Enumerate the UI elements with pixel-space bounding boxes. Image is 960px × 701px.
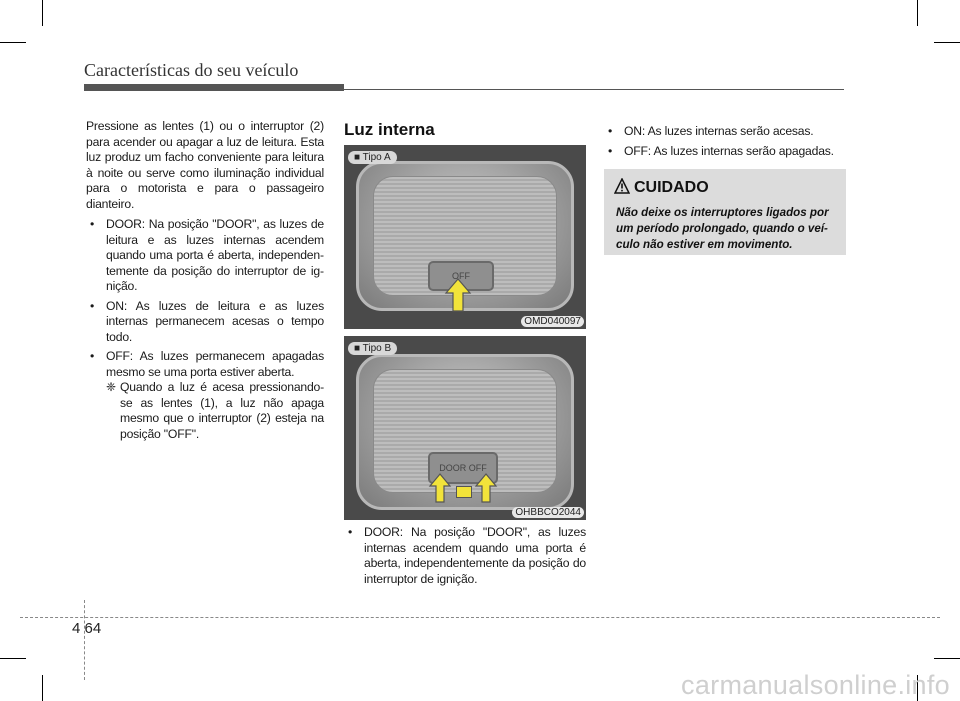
switch-label: DOOR OFF [439, 463, 487, 473]
page-header-title: Características do seu veículo [84, 60, 299, 80]
bullet-marker: • [348, 525, 353, 539]
intro-paragraph: Pressione as lentes (1) ou o interruptor (2) para acender ou apagar a luz de leitura. Esta luz produz um facho conveniente para leitura à noite ou serve como iluminação individual para o motorista e para o passageiro dianteiro. [86, 119, 324, 211]
bullet-marker: • [90, 298, 95, 313]
bullet-text: DOOR: Na posição "DOOR", as luzes internas acendem quando uma porta é aberta, independentemente da posição do interruptor de ignição. [364, 525, 586, 586]
bullet-text: OFF: As luzes internas serão apagadas. [624, 143, 834, 158]
watermark: carmanualsonline.info [681, 670, 950, 700]
crop-mark [0, 42, 26, 43]
photo-label: ■ Tipo B [348, 342, 397, 355]
photo-label: ■ Tipo A [348, 151, 397, 164]
list-item [86, 349, 324, 380]
bullet-marker: • [90, 349, 95, 363]
crop-mark [917, 0, 918, 26]
crop-mark [42, 675, 43, 701]
footer-rule [20, 617, 940, 618]
bullet-marker: • [608, 143, 613, 158]
list-item [86, 299, 324, 346]
crop-mark [934, 658, 960, 659]
photo-type-a [344, 145, 586, 329]
photo-code: OMD040097 [521, 316, 584, 327]
left-column [86, 119, 324, 442]
crop-mark [934, 42, 960, 43]
bullet-marker: • [90, 217, 95, 231]
list-item [86, 217, 324, 295]
bullet-marker: • [608, 124, 613, 138]
caution-text: Não deixe os interruptores ligados por um período prolongado, quando o veículo não estiver em movimento. [616, 206, 829, 251]
section-title: Luz interna [344, 120, 435, 139]
header-rule [344, 89, 844, 90]
bullet-text: ON: As luzes de leitura e as luzes internas permanecem acesas o tempo todo. [106, 298, 324, 344]
right-column [604, 122, 846, 163]
arrow-up-icon [428, 472, 452, 504]
crop-mark [0, 658, 26, 659]
note-marker: ❈ [106, 380, 116, 394]
caution-box [604, 169, 846, 255]
note-text: Quando a luz é acesa pressionando-se as lentes (1), a luz não apaga mesmo que o interruptor (2) esteja na posição "OFF". [120, 380, 324, 441]
warning-triangle-icon [614, 178, 630, 194]
photo-type-b [344, 336, 586, 520]
bullet-text: ON: As luzes internas serão acesas. [624, 124, 814, 138]
photo-code: OHBBCO2044 [512, 507, 584, 518]
arrow-up-icon [474, 472, 498, 504]
switch-label: OFF [452, 271, 470, 281]
page-number: 4 64 [72, 620, 102, 637]
middle-text [344, 523, 586, 591]
header-bar [84, 84, 344, 91]
arrow-up-icon [444, 277, 472, 313]
switch-indicator [456, 486, 472, 498]
bullet-text: DOOR: Na posição "DOOR", as luzes de leitura e as luzes internas acendem quando uma porta é aberta, independentemente da posição do interruptor de ignição. [106, 217, 324, 293]
list-item [604, 124, 846, 140]
caution-title: CUIDADO [634, 179, 709, 196]
crop-mark [42, 0, 43, 26]
note-item [86, 380, 324, 442]
footer-divider [84, 600, 85, 680]
list-item [604, 144, 846, 160]
bullet-text: OFF: As luzes permanecem apagadas mesmo se uma porta estiver aberta. [106, 349, 324, 379]
list-item [344, 525, 586, 587]
